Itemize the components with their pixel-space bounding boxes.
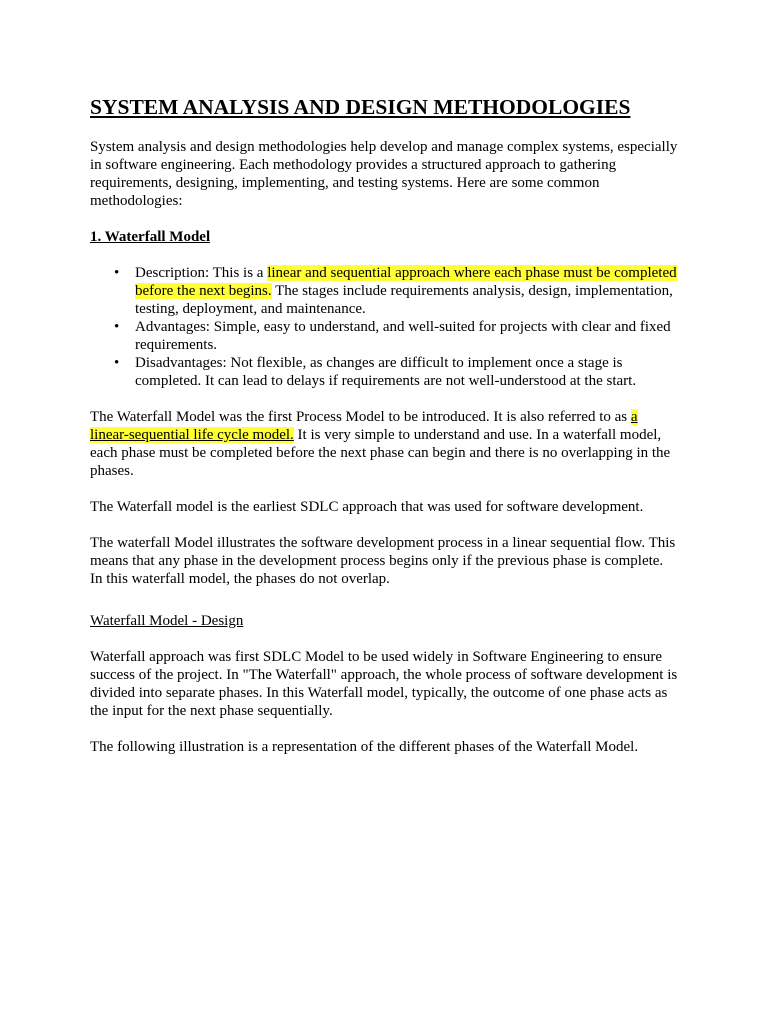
highlighted-text: a linear-sequential life cycle model. (90, 409, 638, 443)
bullet-description (114, 264, 678, 318)
highlighted-text: linear and sequential approach where each phase must be completed before the next begins. (135, 265, 677, 299)
waterfall-bullet-list (90, 264, 678, 390)
bullet-icon: • (114, 265, 120, 281)
linear-flow-paragraph: The waterfall Model illustrates the software development process in a linear sequential flow. This means that any phase in the development process begins only if the previous phase is complete. In this waterfall model, the phases do not overlap. (90, 535, 676, 587)
bullet-disadvantages (114, 354, 678, 390)
earliest-sdlc-paragraph: The Waterfall model is the earliest SDLC approach that was used for software development. (90, 499, 644, 515)
bullet-advantages (114, 318, 678, 354)
bullet-text: Disadvantages: Not flexible, as changes are difficult to implement once a stage is completed. It can lead to delays if requirements are not well-understood at the start. (135, 355, 637, 389)
bullet-icon: • (114, 355, 120, 371)
section-heading-waterfall: 1. Waterfall Model (90, 229, 211, 245)
design-subheading: Waterfall Model - Design (90, 613, 244, 629)
design-paragraph: Waterfall approach was first SDLC Model to be used widely in Software Engineering to ensure success of the project. In "The Waterfall" approach, the whole process of software development is divided into separate phases. In this Waterfall model, typically, the outcome of one phase acts as the input for the next phase sequentially. (90, 649, 678, 719)
bullet-text: Advantages: Simple, easy to understand, and well-suited for projects with clear and fixed requirements. (135, 319, 671, 353)
bullet-text: Description: This is a (135, 265, 268, 281)
bullet-icon: • (114, 319, 120, 335)
paragraph-text: The Waterfall Model was the first Process Model to be introduced. It is also referred to as (90, 409, 631, 425)
document-title: SYSTEM ANALYSIS AND DESIGN METHODOLOGIES (90, 95, 631, 119)
illustration-paragraph: The following illustration is a representation of the different phases of the Waterfall Model. (90, 739, 639, 755)
paragraph-text: It is very simple to understand and use. In a waterfall model, each phase must be completed before the next phase can begin and there is no overlapping in the phases. (90, 427, 671, 479)
intro-paragraph: System analysis and design methodologies help develop and manage complex systems, especially in software engineering. Each methodology provides a structured approach to gathering requirements, designing, implementing, and testing systems. Here are some common methodologies: (90, 139, 678, 209)
waterfall-intro-paragraph (90, 408, 678, 480)
bullet-text: The stages include requirements analysis, design, implementation, testing, deployment, and maintenance. (135, 283, 673, 317)
